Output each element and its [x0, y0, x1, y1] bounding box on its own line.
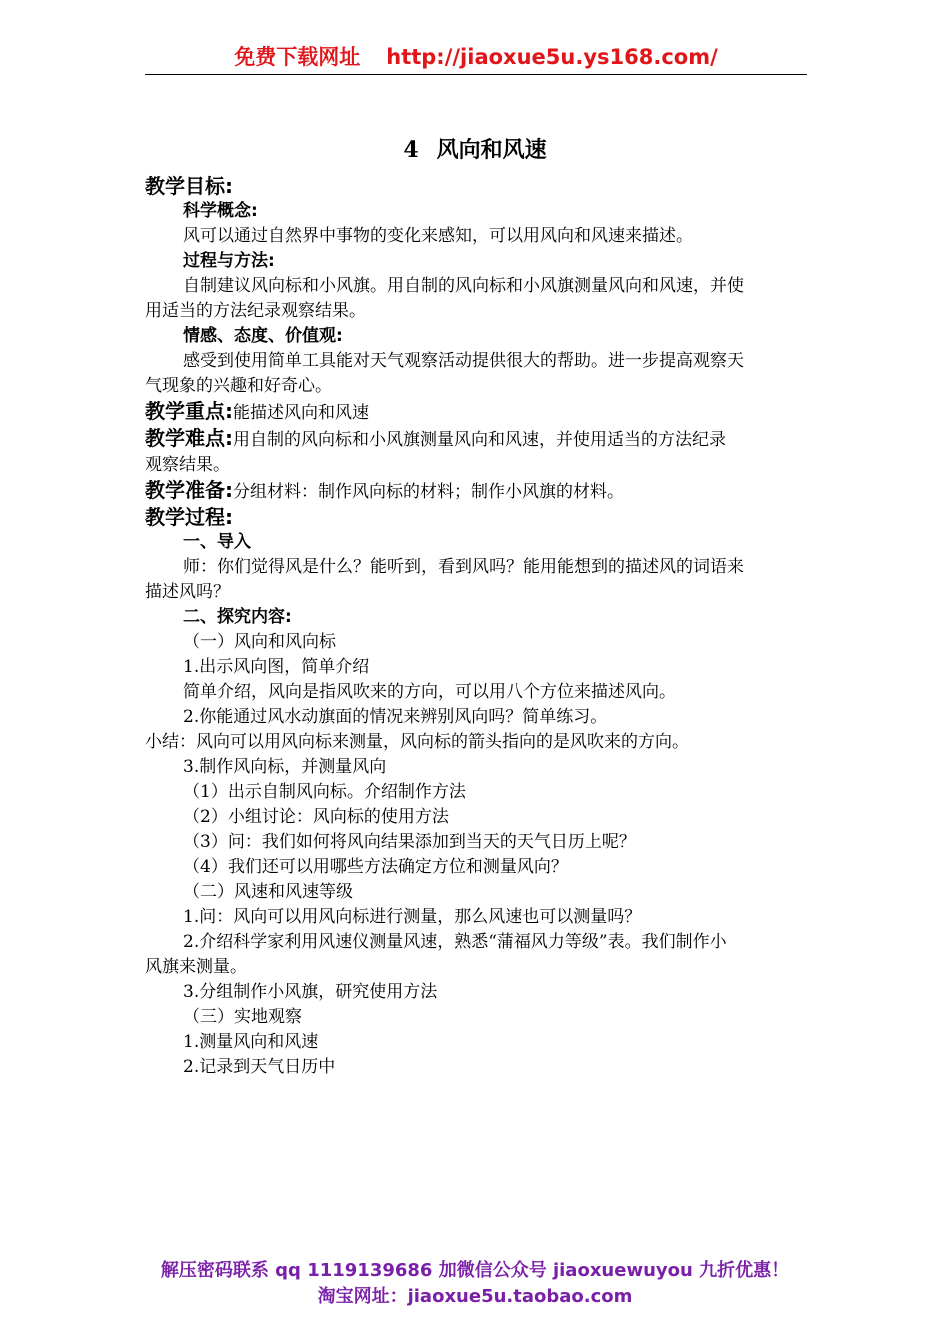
attitude-heading: 情感、态度、价值观:: [183, 326, 343, 346]
preparation-label: 教学准备:: [145, 478, 233, 502]
process-method-text-2: 用适当的方法纪录观察结果。: [145, 301, 366, 321]
process-line: （一）风向和风向标: [183, 632, 336, 652]
difficulty: [145, 426, 807, 453]
explore-heading: 二、探究内容:: [183, 607, 292, 627]
scale-text-2: 风旗来测量。: [145, 957, 247, 977]
process-line: （3）问：我们如何将风向结果添加到当天的天气日历上呢？: [183, 832, 636, 852]
process-line: 3.制作风向标，并测量风向: [183, 757, 387, 777]
difficulty-text-2: 观察结果。: [145, 455, 230, 475]
scale-text-1: 2.介绍科学家利用风速仪测量风速，熟悉“蒲福风力等级”表。我们制作小: [183, 932, 727, 952]
process-line: 1.出示风向图，简单介绍: [183, 657, 370, 677]
page-header: [145, 40, 807, 75]
difficulty-text-1: 用自制的风向标和小风旗测量风向和风速，并使用适当的方法纪录: [233, 430, 726, 450]
process-line: 1.问：风向可以用风向标进行测量，那么风速也可以测量吗？: [183, 907, 642, 927]
process-line: 1.测量风向和风速: [183, 1032, 319, 1052]
process-line: 2.你能通过风水动旗面的情况来辨别风向吗？简单练习。: [183, 707, 608, 727]
key-point-label: 教学重点:: [145, 399, 233, 423]
objectives-heading: 教学目标:: [145, 174, 233, 198]
intro-text-2: 描述风吗？: [145, 582, 230, 602]
attitude-text-2: 气现象的兴趣和好奇心。: [145, 376, 332, 396]
lesson-title: 风向和风速: [436, 137, 547, 163]
process-line: （二）风速和风速等级: [183, 882, 353, 902]
process-line: （2）小组讨论：风向标的使用方法: [183, 807, 449, 827]
key-point: [145, 399, 807, 426]
preparation: [145, 478, 807, 505]
process-method-heading: 过程与方法:: [183, 251, 275, 271]
process-line: 2.记录到天气日历中: [183, 1057, 336, 1077]
page-title: [0, 133, 950, 167]
header-label: 免费下载网址: [234, 45, 361, 69]
key-point-text: 能描述风向和风速: [233, 403, 369, 423]
process-line: （4）我们还可以用哪些方法确定方位和测量风向？: [183, 857, 568, 877]
process-line: （三）实地观察: [183, 1007, 302, 1027]
document-body: [145, 174, 807, 1080]
process-line: 小结：风向可以用风向标来测量，风向标的箭头指向的是风吹来的方向。: [145, 732, 689, 752]
concept-text: 风可以通过自然界中事物的变化来感知，可以用风向和风速来描述。: [183, 226, 693, 246]
process-line: 3.分组制作小风旗，研究使用方法: [183, 982, 438, 1002]
process-line: 简单介绍，风向是指风吹来的方向，可以用八个方位来描述风向。: [183, 682, 676, 702]
process-method-text-1: 自制建议风向标和小风旗。用自制的风向标和小风旗测量风向和风速，并使: [183, 276, 744, 296]
header-url-link[interactable]: http://jiaoxue5u.ys168.com/: [386, 45, 718, 69]
attitude-text-1: 感受到使用简单工具能对天气观察活动提供很大的帮助。进一步提高观察天: [183, 351, 744, 371]
process-heading: 教学过程:: [145, 505, 233, 529]
intro-heading: 一、导入: [183, 532, 251, 552]
preparation-text: 分组材料：制作风向标的材料；制作小风旗的材料。: [233, 482, 624, 502]
difficulty-label: 教学难点:: [145, 426, 233, 450]
concept-heading: 科学概念:: [183, 201, 258, 221]
lesson-number: 4: [403, 137, 419, 163]
footer-shop-link[interactable]: 淘宝网址：jiaoxue5u.taobao.com: [317, 1286, 633, 1307]
intro-text-1: 师：你们觉得风是什么？能听到，看到风吗？能用能想到的描述风的词语来: [183, 557, 744, 577]
process-line: （1）出示自制风向标。介绍制作方法: [183, 782, 466, 802]
footer-contact: 解压密码联系 qq 1119139686 加微信公众号 jiaoxuewuyou 九折优惠！: [160, 1260, 790, 1281]
